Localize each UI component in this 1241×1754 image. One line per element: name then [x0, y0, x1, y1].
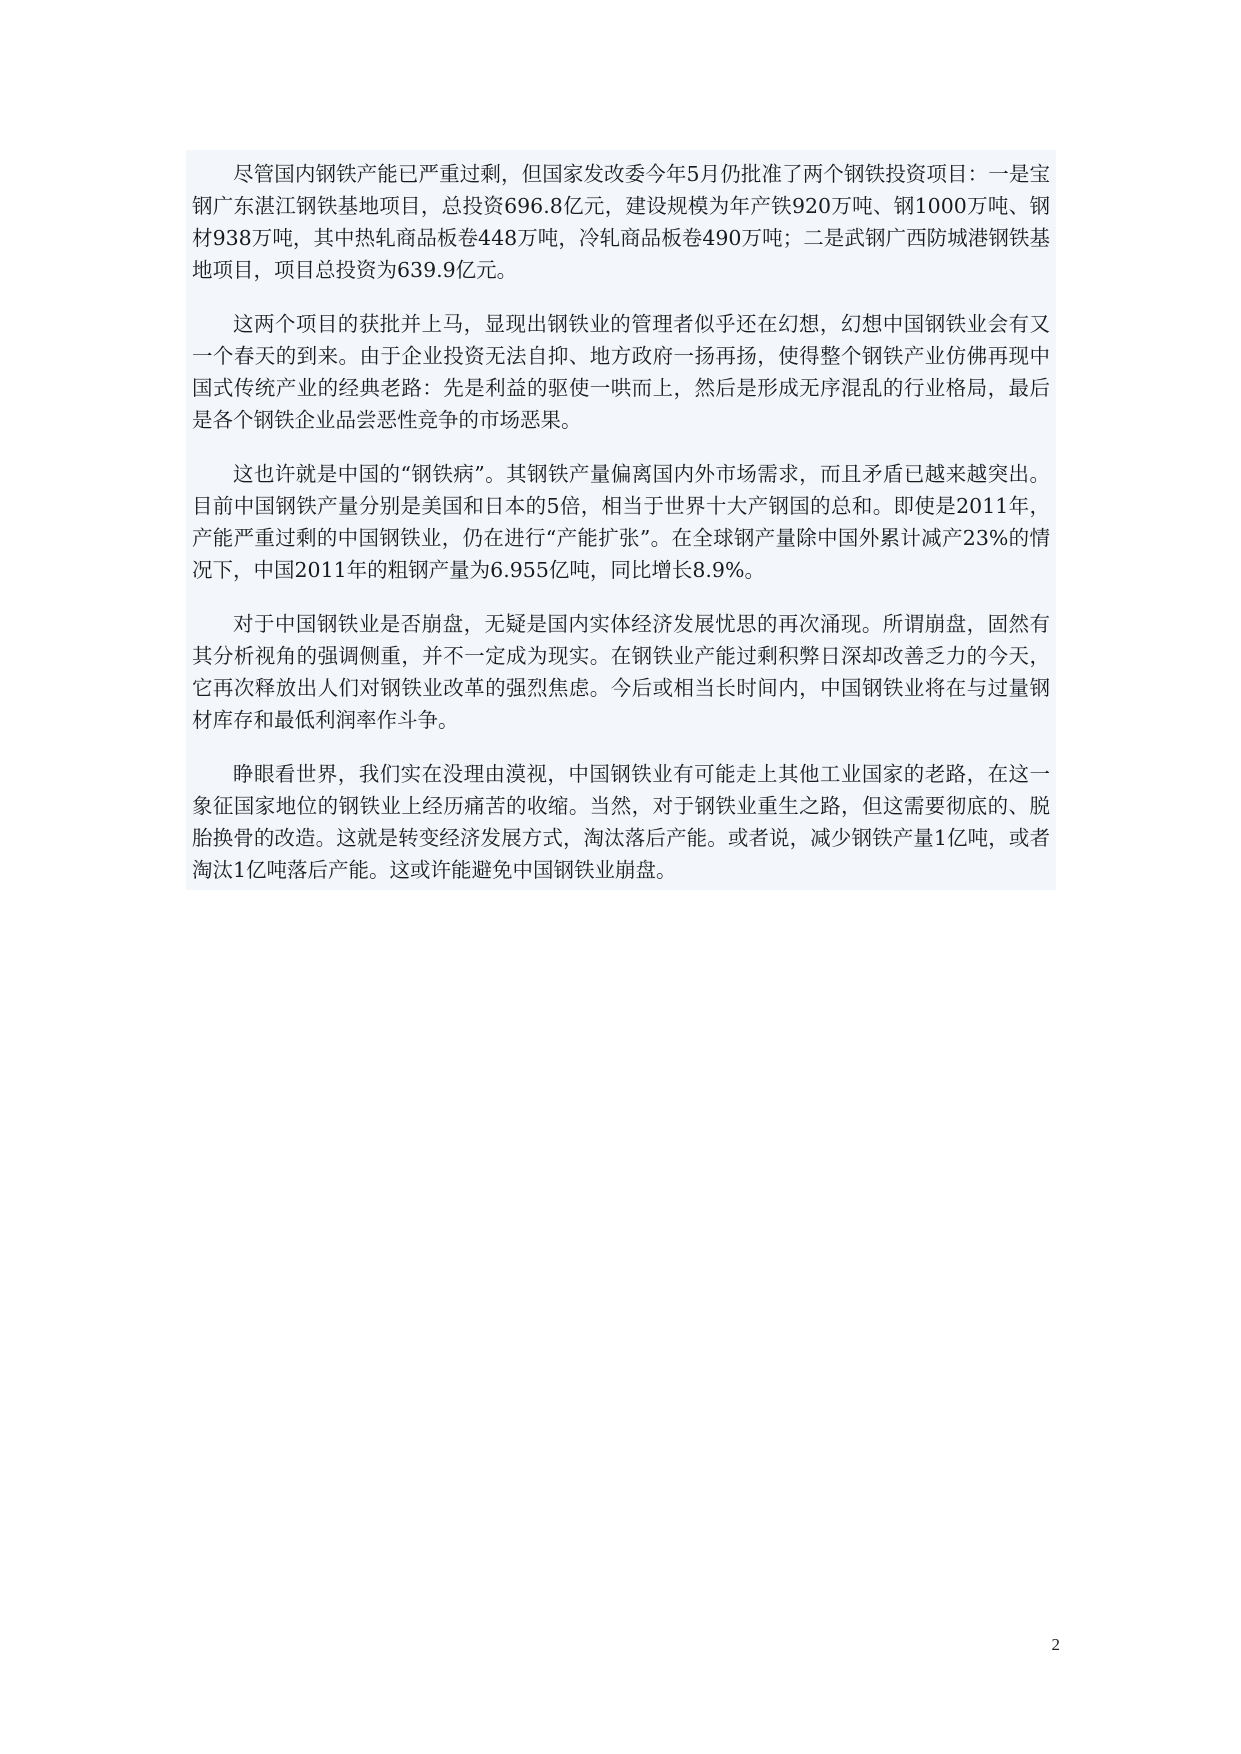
page-number: 2: [1051, 1635, 1060, 1654]
paragraph-3: 这也许就是中国的“钢铁病”。其钢铁产量偏离国内外市场需求，而且矛盾已越来越突出。目前中国钢铁产量分别是美国和日本的5倍，相当于世界十大产钢国的总和。即使是2011年，产能严重过剩的中国钢铁业，仍在进行“产能扩张”。在全球钢产量除中国外累计减产23%的情况下，中国2011年的粗钢产量为6.955亿吨，同比增长8.9%。: [192, 462, 1050, 582]
paragraph-5: 睁眼看世界，我们实在没理由漠视，中国钢铁业有可能走上其他工业国家的老路，在这一象征国家地位的钢铁业上经历痛苦的收缩。当然，对于钢铁业重生之路，但这需要彻底的、脱胎换骨的改造。这就是转变经济发展方式，淘汰落后产能。或者说，减少钢铁产量1亿吨，或者淘汰1亿吨落后产能。这或许能避免中国钢铁业崩盘。: [192, 762, 1050, 882]
article-body: [186, 150, 1056, 890]
paragraph-4: 对于中国钢铁业是否崩盘，无疑是国内实体经济发展忧思的再次涌现。所谓崩盘，固然有其分析视角的强调侧重，并不一定成为现实。在钢铁业产能过剩积弊日深却改善乏力的今天，它再次释放出人们对钢铁业改革的强烈焦虑。今后或相当长时间内，中国钢铁业将在与过量钢材库存和最低利润率作斗争。: [192, 612, 1050, 732]
paragraph-2: 这两个项目的获批并上马，显现出钢铁业的管理者似乎还在幻想，幻想中国钢铁业会有又一个春天的到来。由于企业投资无法自抑、地方政府一扬再扬，使得整个钢铁产业仿佛再现中国式传统产业的经典老路：先是利益的驱使一哄而上，然后是形成无序混乱的行业格局，最后是各个钢铁企业品尝恶性竞争的市场恶果。: [192, 312, 1050, 432]
paragraph-1: 尽管国内钢铁产能已严重过剩，但国家发改委今年5月仍批准了两个钢铁投资项目：一是宝钢广东湛江钢铁基地项目，总投资696.8亿元，建设规模为年产铁920万吨、钢1000万吨、钢材938万吨，其中热轧商品板卷448万吨，冷轧商品板卷490万吨；二是武钢广西防城港钢铁基地项目，项目总投资为639.9亿元。: [192, 162, 1050, 282]
